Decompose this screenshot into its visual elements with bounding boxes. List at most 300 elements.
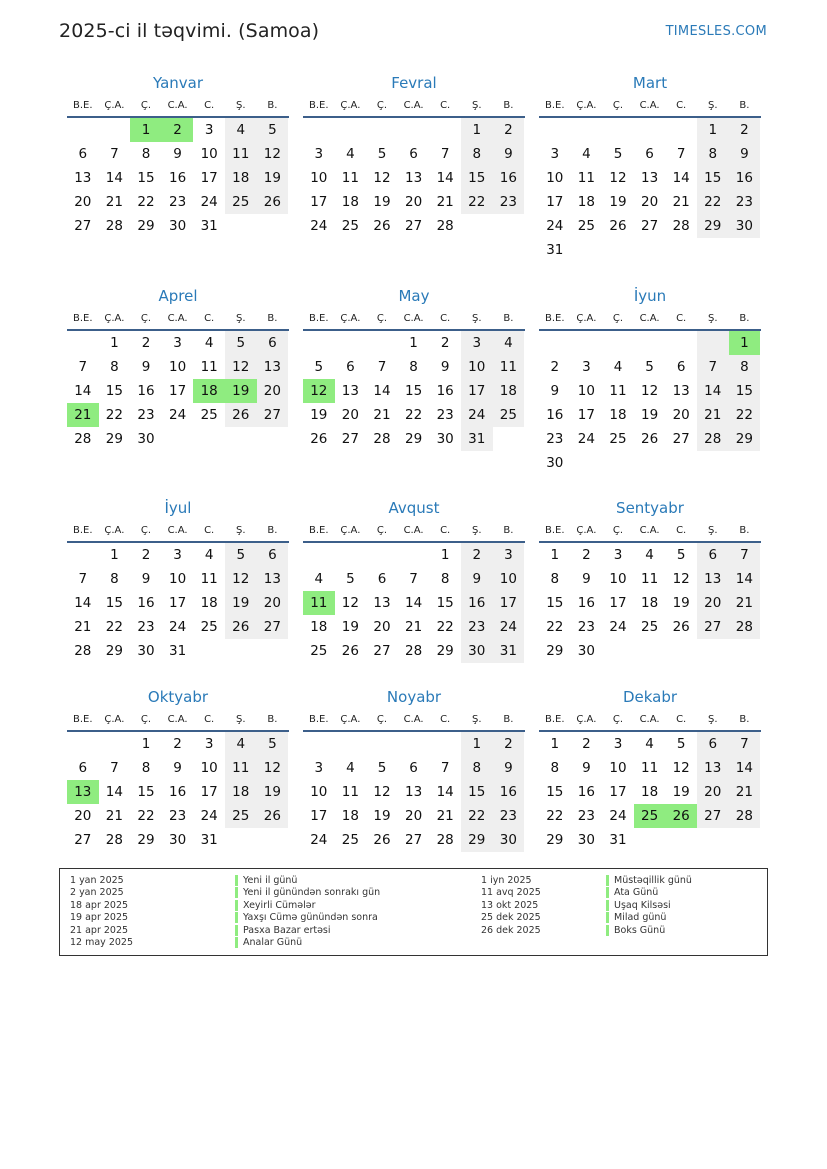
legend-holiday-name: Milad günü bbox=[606, 912, 666, 923]
week-row bbox=[303, 780, 525, 804]
day-cell: 9 bbox=[582, 571, 591, 587]
day-cell: 18 bbox=[493, 379, 525, 403]
day-cell: 14 bbox=[74, 595, 92, 611]
legend-holiday-date: 18 apr 2025 bbox=[70, 899, 129, 911]
day-cell: 16 bbox=[577, 595, 595, 611]
day-cell: 15 bbox=[546, 595, 564, 611]
day-cell: 17 bbox=[609, 595, 627, 611]
day-cell: 30 bbox=[729, 214, 761, 238]
day-cell: 11 bbox=[341, 784, 359, 800]
empty-day-cell bbox=[257, 214, 289, 238]
weekday-label: Ç. bbox=[612, 714, 624, 725]
day-cell: 4 bbox=[346, 146, 355, 162]
day-cell: 27 bbox=[672, 431, 690, 447]
day-cell: 3 bbox=[173, 335, 182, 351]
day-cell: 31 bbox=[168, 643, 187, 659]
weekday-label: B. bbox=[739, 100, 750, 111]
week-row bbox=[539, 403, 761, 427]
day-cell: 20 bbox=[672, 407, 690, 423]
week-row bbox=[67, 142, 289, 166]
empty-day-cell bbox=[571, 331, 603, 355]
day-cell: 25 bbox=[225, 804, 257, 828]
day-cell: 15 bbox=[546, 784, 564, 800]
day-cell: 24 bbox=[609, 808, 627, 824]
weekday-label: C. bbox=[440, 100, 451, 111]
day-cell: 1 bbox=[440, 547, 450, 563]
month-name: Aprel bbox=[158, 287, 198, 305]
empty-day-cell bbox=[602, 238, 634, 262]
week-row bbox=[539, 331, 761, 355]
weekday-label: Ç.A. bbox=[576, 525, 597, 536]
empty-day-cell bbox=[398, 118, 430, 142]
day-cell: 13 bbox=[404, 170, 423, 186]
empty-day-cell bbox=[571, 451, 603, 475]
week-row bbox=[303, 567, 525, 591]
empty-day-cell bbox=[493, 214, 525, 238]
day-cell: 9 bbox=[461, 567, 493, 591]
day-cell: 17 bbox=[168, 595, 187, 611]
day-cell: 25 bbox=[341, 218, 359, 234]
day-cell: 26 bbox=[609, 218, 627, 234]
weekday-header bbox=[303, 712, 525, 732]
day-cell: 14 bbox=[404, 595, 423, 611]
week-row bbox=[539, 238, 761, 262]
day-cell: 17 bbox=[461, 379, 493, 403]
weekday-label: Ç.A. bbox=[340, 714, 361, 725]
empty-day-cell bbox=[602, 118, 634, 142]
empty-day-cell bbox=[225, 427, 257, 451]
day-cell: 12 bbox=[609, 170, 627, 186]
empty-day-cell bbox=[602, 639, 634, 663]
day-cell: 2 bbox=[550, 359, 560, 375]
day-cell: 12 bbox=[373, 170, 391, 186]
day-cell: 7 bbox=[78, 359, 88, 375]
empty-day-cell bbox=[335, 118, 367, 142]
month-name: Mart bbox=[632, 74, 668, 92]
month-name: Sentyabr bbox=[616, 499, 684, 517]
empty-day-cell bbox=[398, 543, 430, 567]
day-cell: 12 bbox=[640, 383, 659, 399]
day-cell: 8 bbox=[461, 756, 493, 780]
day-cell: 22 bbox=[436, 619, 454, 635]
week-row bbox=[67, 828, 289, 852]
day-cell: 15 bbox=[137, 170, 155, 186]
empty-day-cell bbox=[571, 238, 603, 262]
day-cell: 27 bbox=[697, 615, 729, 639]
day-cell: 3 bbox=[493, 543, 525, 567]
empty-day-cell bbox=[602, 451, 634, 475]
day-cell: 14 bbox=[105, 784, 123, 800]
site-brand-link[interactable]: TIMESLES.COM bbox=[665, 24, 767, 39]
day-cell: 13 bbox=[257, 567, 289, 591]
day-cell: 14 bbox=[74, 383, 92, 399]
weekday-label: C.A. bbox=[403, 525, 424, 536]
day-cell: 29 bbox=[697, 214, 729, 238]
day-cell: 11 bbox=[493, 355, 525, 379]
day-cell: 15 bbox=[697, 166, 729, 190]
legend-holiday-date: 25 dek 2025 bbox=[481, 912, 541, 924]
day-cell: 31 bbox=[609, 832, 627, 848]
day-cell: 4 bbox=[204, 335, 214, 351]
day-cell: 1 bbox=[550, 547, 560, 563]
month-block bbox=[303, 68, 525, 238]
day-cell: 29 bbox=[137, 832, 155, 848]
weekday-label: C. bbox=[204, 100, 215, 111]
day-cell: 13 bbox=[341, 383, 359, 399]
weekday-label: C.A. bbox=[639, 714, 660, 725]
day-cell: 8 bbox=[550, 760, 560, 776]
weekday-label: Ç.A. bbox=[104, 714, 125, 725]
day-cell: 1 bbox=[461, 732, 493, 756]
day-cell: 18 bbox=[640, 595, 659, 611]
weekday-label: B. bbox=[503, 313, 514, 324]
week-row bbox=[303, 543, 525, 567]
day-cell: 29 bbox=[546, 832, 564, 848]
day-cell: 13 bbox=[373, 595, 391, 611]
day-cell: 21 bbox=[672, 194, 690, 210]
empty-day-cell bbox=[303, 118, 335, 142]
week-row bbox=[67, 355, 289, 379]
week-row bbox=[303, 732, 525, 756]
day-cell: 7 bbox=[676, 146, 686, 162]
day-cell: 23 bbox=[577, 808, 595, 824]
empty-day-cell bbox=[193, 427, 225, 451]
weekday-label: Ç. bbox=[140, 313, 152, 324]
week-row bbox=[67, 190, 289, 214]
weekday-label: B. bbox=[503, 525, 514, 536]
day-cell: 11 bbox=[341, 170, 359, 186]
week-row bbox=[303, 615, 525, 639]
day-cell: 20 bbox=[404, 808, 423, 824]
day-cell: 17 bbox=[200, 784, 218, 800]
weekday-label: C.A. bbox=[167, 313, 188, 324]
day-cell: 12 bbox=[225, 567, 257, 591]
day-cell: 15 bbox=[404, 383, 423, 399]
day-cell: 31 bbox=[493, 639, 525, 663]
day-cell: 11 bbox=[200, 359, 218, 375]
week-row bbox=[539, 591, 761, 615]
day-cell: 7 bbox=[377, 359, 387, 375]
legend-holiday-date: 1 iyn 2025 bbox=[481, 875, 532, 886]
weekday-label: Ç. bbox=[376, 100, 388, 111]
legend-holiday-name: Xeyirli Cümələr bbox=[235, 900, 316, 911]
day-cell: 19 bbox=[225, 591, 257, 615]
empty-day-cell bbox=[665, 639, 697, 663]
day-cell: 15 bbox=[105, 383, 123, 399]
day-cell: 20 bbox=[257, 379, 289, 403]
day-cell: 13 bbox=[257, 355, 289, 379]
month-block bbox=[303, 281, 525, 451]
day-cell: 23 bbox=[137, 619, 155, 635]
weekday-label: C. bbox=[676, 525, 687, 536]
legend-holiday-date: 19 apr 2025 bbox=[70, 912, 129, 924]
day-cell: 11 bbox=[225, 756, 257, 780]
day-cell: 20 bbox=[373, 619, 391, 635]
day-cell: 9 bbox=[582, 760, 591, 776]
day-cell: 10 bbox=[310, 170, 328, 186]
empty-day-cell bbox=[697, 639, 729, 663]
day-cell: 21 bbox=[404, 619, 423, 635]
day-cell: 21 bbox=[729, 591, 761, 615]
week-row bbox=[303, 403, 525, 427]
weekday-label: Ş. bbox=[236, 100, 246, 111]
day-cell: 27 bbox=[373, 643, 391, 659]
day-cell: 5 bbox=[314, 359, 324, 375]
day-cell: 9 bbox=[729, 142, 761, 166]
day-cell: 28 bbox=[729, 804, 761, 828]
weekday-label: B.E. bbox=[545, 714, 565, 725]
empty-day-cell bbox=[225, 828, 257, 852]
day-cell: 19 bbox=[341, 619, 359, 635]
week-row bbox=[67, 732, 289, 756]
day-cell: 28 bbox=[74, 431, 92, 447]
day-cell: 27 bbox=[257, 403, 289, 427]
day-cell: 4 bbox=[204, 547, 214, 563]
day-cell: 25 bbox=[493, 403, 525, 427]
day-cell: 21 bbox=[436, 194, 454, 210]
day-cell: 2 bbox=[461, 543, 493, 567]
day-cell: 17 bbox=[310, 808, 328, 824]
day-cell: 5 bbox=[257, 732, 289, 756]
legend-holiday-name: Pasxa Bazar ertəsi bbox=[235, 925, 331, 936]
empty-day-cell bbox=[729, 451, 761, 475]
day-cell: 30 bbox=[546, 455, 564, 471]
day-cell: 6 bbox=[697, 543, 729, 567]
week-row bbox=[67, 567, 289, 591]
month-name: İyun bbox=[633, 287, 667, 305]
day-cell: 9 bbox=[493, 142, 525, 166]
day-cell: 10 bbox=[200, 146, 218, 162]
day-cell: 30 bbox=[436, 431, 454, 447]
day-cell: 26 bbox=[672, 619, 690, 635]
day-cell: 24 bbox=[310, 218, 328, 234]
legend-holiday-date: 12 may 2025 bbox=[70, 936, 134, 948]
day-cell: 5 bbox=[225, 543, 257, 567]
empty-day-cell bbox=[429, 732, 461, 756]
legend-holiday-date: 11 avq 2025 bbox=[481, 887, 541, 899]
day-cell: 5 bbox=[613, 146, 623, 162]
month-name: Fevral bbox=[391, 74, 437, 92]
day-cell: 2 bbox=[173, 736, 182, 752]
day-cell: 23 bbox=[729, 190, 761, 214]
empty-day-cell bbox=[665, 828, 697, 852]
week-row bbox=[539, 543, 761, 567]
weekday-label: C. bbox=[676, 313, 687, 324]
day-cell: 17 bbox=[609, 784, 627, 800]
empty-day-cell bbox=[461, 214, 493, 238]
weekday-header bbox=[303, 311, 525, 331]
day-cell: 25 bbox=[609, 431, 627, 447]
day-cell: 17 bbox=[310, 194, 328, 210]
day-cell: 12 bbox=[257, 142, 289, 166]
day-cell: 27 bbox=[74, 218, 92, 234]
day-cell: 26 bbox=[373, 218, 391, 234]
day-cell: 18 bbox=[225, 166, 257, 190]
weekday-label: B.E. bbox=[545, 313, 565, 324]
weekday-header bbox=[67, 523, 289, 543]
day-cell: 30 bbox=[137, 431, 155, 447]
day-cell: 4 bbox=[346, 760, 355, 776]
day-cell: 31 bbox=[200, 832, 218, 848]
empty-day-cell bbox=[335, 331, 367, 355]
day-cell: 25 bbox=[225, 190, 257, 214]
weekday-label: C. bbox=[440, 714, 451, 725]
day-cell: 9 bbox=[440, 359, 450, 375]
day-cell: 8 bbox=[141, 760, 151, 776]
week-row bbox=[303, 427, 525, 451]
week-row bbox=[539, 828, 761, 852]
week-row bbox=[539, 190, 761, 214]
week-row bbox=[67, 591, 289, 615]
week-row bbox=[539, 118, 761, 142]
day-cell: 2 bbox=[729, 118, 761, 142]
empty-day-cell bbox=[99, 732, 131, 756]
day-cell: 14 bbox=[436, 170, 454, 186]
day-cell: 4 bbox=[225, 732, 257, 756]
weekday-label: B.E. bbox=[545, 525, 565, 536]
day-cell: 15 bbox=[436, 595, 454, 611]
day-cell: 23 bbox=[493, 190, 525, 214]
day-cell: 4 bbox=[645, 736, 654, 752]
day-cell: 13 bbox=[640, 170, 659, 186]
day-cell: 26 bbox=[257, 804, 289, 828]
day-cell: 22 bbox=[729, 403, 761, 427]
day-cell: 23 bbox=[577, 619, 595, 635]
day-cell: 14 bbox=[436, 784, 454, 800]
day-cell: 10 bbox=[609, 760, 627, 776]
week-row bbox=[67, 804, 289, 828]
weekday-label: Ç.A. bbox=[576, 313, 597, 324]
legend-holiday-name: Yaxşı Cümə günündən sonra bbox=[235, 912, 378, 923]
month-name: Noyabr bbox=[386, 688, 442, 706]
empty-day-cell bbox=[335, 732, 367, 756]
weekday-header bbox=[303, 98, 525, 118]
day-cell: 22 bbox=[546, 619, 564, 635]
week-row bbox=[539, 166, 761, 190]
empty-day-cell bbox=[697, 451, 729, 475]
day-cell: 25 bbox=[634, 804, 666, 828]
day-cell: 19 bbox=[640, 407, 659, 423]
day-cell: 24 bbox=[609, 619, 627, 635]
day-cell: 29 bbox=[137, 218, 155, 234]
day-cell: 8 bbox=[550, 571, 560, 587]
day-cell: 25 bbox=[200, 407, 218, 423]
day-cell: 12 bbox=[225, 355, 257, 379]
weekday-label: Ç. bbox=[612, 100, 624, 111]
weekday-label: B.E. bbox=[309, 525, 329, 536]
day-cell: 29 bbox=[461, 828, 493, 852]
weekday-label: C. bbox=[440, 313, 451, 324]
day-cell: 9 bbox=[141, 571, 151, 587]
day-cell: 10 bbox=[168, 359, 187, 375]
day-cell: 15 bbox=[137, 784, 155, 800]
day-cell: 24 bbox=[168, 407, 187, 423]
month-block bbox=[539, 68, 761, 262]
weekday-label: C.A. bbox=[639, 313, 660, 324]
day-cell: 28 bbox=[697, 427, 729, 451]
day-cell: 6 bbox=[78, 146, 88, 162]
weekday-label: B. bbox=[503, 714, 514, 725]
day-cell: 17 bbox=[546, 194, 564, 210]
day-cell: 30 bbox=[137, 643, 155, 659]
day-cell: 31 bbox=[200, 218, 218, 234]
day-cell: 21 bbox=[436, 808, 454, 824]
legend-holiday-name: Boks Günü bbox=[606, 925, 665, 936]
day-cell: 25 bbox=[577, 218, 595, 234]
day-cell: 19 bbox=[672, 595, 690, 611]
day-cell: 22 bbox=[404, 407, 423, 423]
day-cell: 18 bbox=[193, 379, 225, 403]
day-cell: 22 bbox=[697, 190, 729, 214]
weekday-label: Ş. bbox=[708, 313, 718, 324]
day-cell: 6 bbox=[409, 760, 418, 776]
weekday-label: Ş. bbox=[236, 313, 246, 324]
day-cell: 15 bbox=[729, 379, 761, 403]
week-row bbox=[67, 214, 289, 238]
weekday-label: Ç.A. bbox=[340, 100, 361, 111]
day-cell: 18 bbox=[640, 784, 659, 800]
weekday-label: B. bbox=[267, 100, 278, 111]
month-block bbox=[67, 682, 289, 852]
day-cell: 22 bbox=[546, 808, 564, 824]
day-cell: 13 bbox=[67, 780, 99, 804]
week-row bbox=[67, 166, 289, 190]
day-cell: 13 bbox=[697, 756, 729, 780]
day-cell: 5 bbox=[346, 571, 355, 587]
week-row bbox=[303, 379, 525, 403]
day-cell: 13 bbox=[697, 567, 729, 591]
empty-day-cell bbox=[67, 732, 99, 756]
day-cell: 5 bbox=[645, 359, 654, 375]
day-cell: 10 bbox=[493, 567, 525, 591]
day-cell: 11 bbox=[609, 383, 627, 399]
day-cell: 8 bbox=[461, 142, 493, 166]
month-block bbox=[303, 682, 525, 852]
day-cell: 19 bbox=[310, 407, 328, 423]
weekday-label: C. bbox=[440, 525, 451, 536]
weekday-label: B. bbox=[739, 714, 750, 725]
weekday-label: C. bbox=[204, 525, 215, 536]
day-cell: 5 bbox=[225, 331, 257, 355]
day-cell: 28 bbox=[105, 218, 123, 234]
day-cell: 12 bbox=[672, 571, 690, 587]
weekday-header bbox=[539, 98, 761, 118]
day-cell: 27 bbox=[697, 804, 729, 828]
weekday-label: B.E. bbox=[73, 714, 93, 725]
weekday-label: B.E. bbox=[309, 313, 329, 324]
week-row bbox=[539, 142, 761, 166]
day-cell: 2 bbox=[493, 118, 525, 142]
day-cell: 21 bbox=[74, 619, 92, 635]
day-cell: 26 bbox=[310, 431, 328, 447]
day-cell: 3 bbox=[173, 547, 182, 563]
day-cell: 19 bbox=[257, 780, 289, 804]
day-cell: 4 bbox=[613, 359, 623, 375]
day-cell: 23 bbox=[436, 407, 454, 423]
day-cell: 17 bbox=[200, 170, 218, 186]
day-cell: 16 bbox=[436, 383, 454, 399]
day-cell: 12 bbox=[672, 760, 690, 776]
day-cell: 26 bbox=[257, 190, 289, 214]
legend-holiday-date: 21 apr 2025 bbox=[70, 924, 129, 936]
weekday-label: B.E. bbox=[73, 100, 93, 111]
week-row bbox=[303, 804, 525, 828]
weekday-label: B. bbox=[739, 525, 750, 536]
weekday-label: Ç.A. bbox=[340, 525, 361, 536]
empty-day-cell bbox=[634, 828, 666, 852]
day-cell: 29 bbox=[404, 431, 423, 447]
day-cell: 20 bbox=[341, 407, 359, 423]
